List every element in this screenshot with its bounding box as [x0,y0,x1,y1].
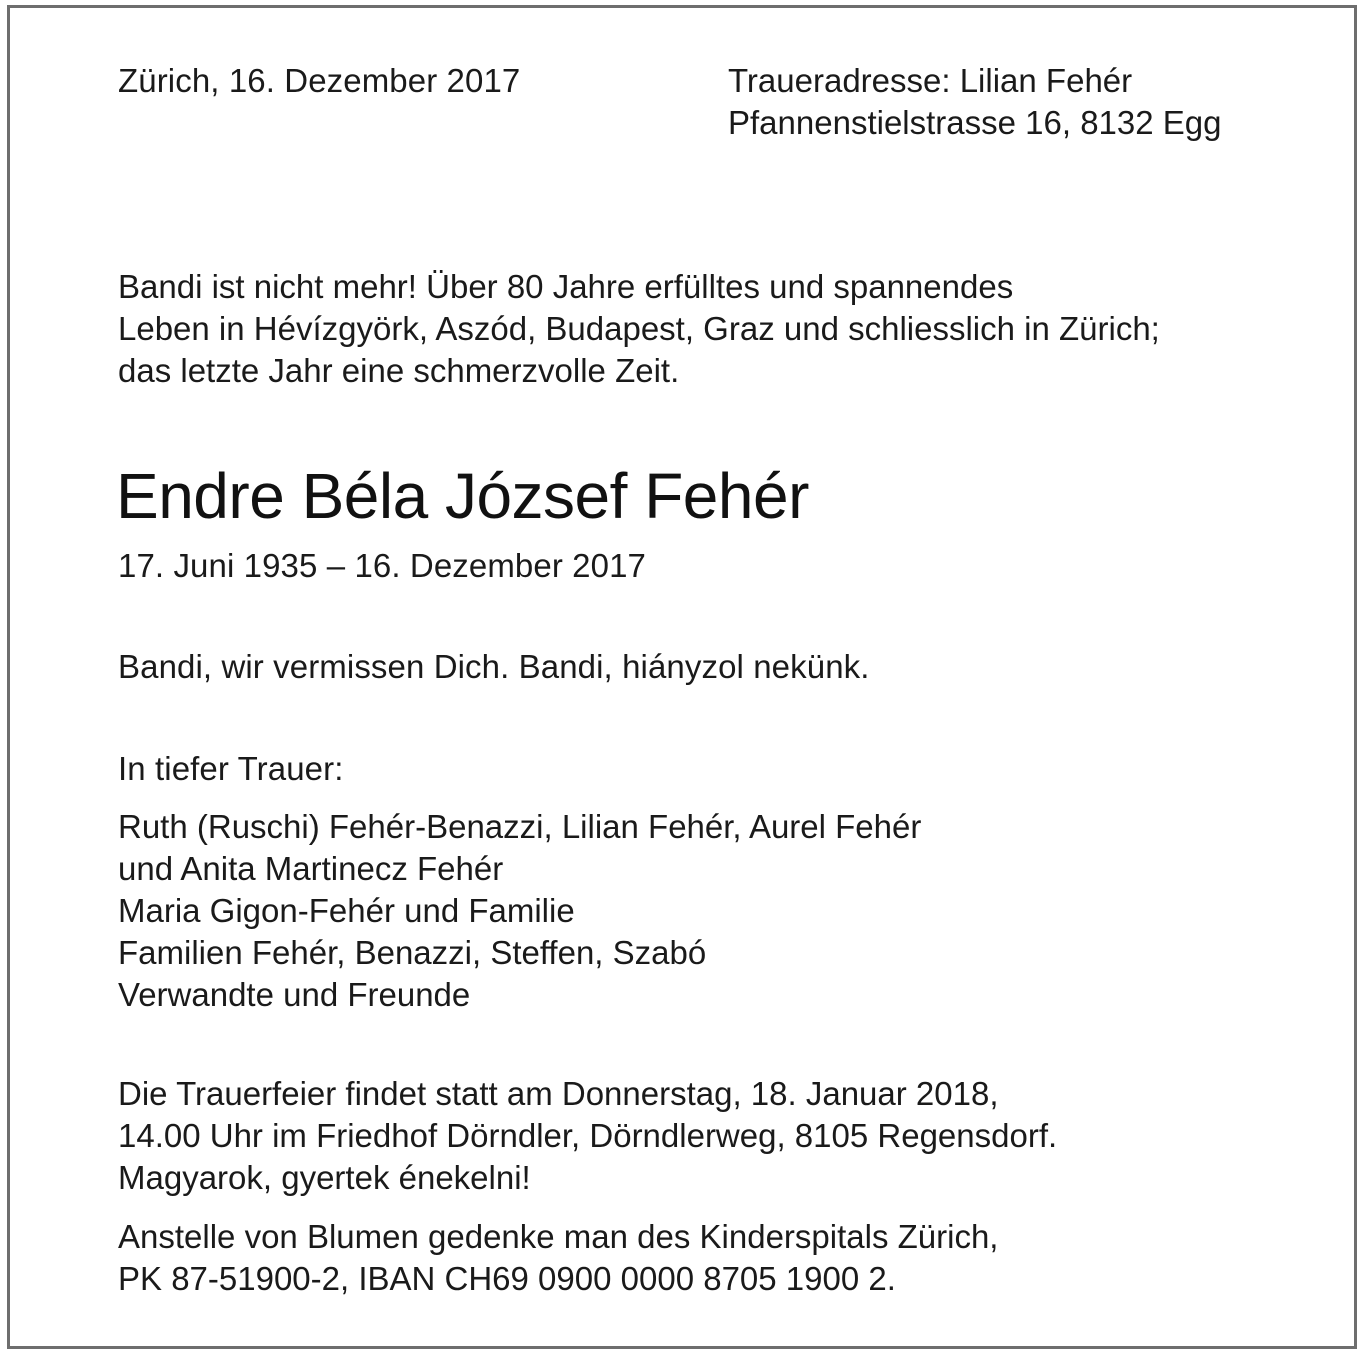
donation-info [118,1216,998,1300]
intro-line: Leben in Hévízgyörk, Aszód, Budapest, Graz und schliesslich in Zürich; [118,310,1160,347]
mourning-address [728,60,1222,144]
address-line: Pfannenstielstrasse 16, 8132 Egg [728,104,1222,141]
mourners-heading: In tiefer Trauer: [118,750,344,787]
intro-line: Bandi ist nicht mehr! Über 80 Jahre erfülltes und spannendes [118,268,1014,305]
mourner-line: und Anita Martinecz Fehér [118,850,504,887]
mourner-line: Verwandte und Freunde [118,976,471,1013]
intro-paragraph [118,266,1160,392]
ceremony-line: Die Trauerfeier findet statt am Donnerstag, 18. Januar 2018, [118,1075,999,1112]
donation-line: PK 87-51900-2, IBAN CH69 0900 0000 8705 1900 2. [118,1260,896,1297]
ceremony-info [118,1073,1057,1199]
place-date: Zürich, 16. Dezember 2017 [118,62,521,99]
life-dates: 17. Juni 1935 – 16. Dezember 2017 [118,547,646,584]
farewell-line: Bandi, wir vermissen Dich. Bandi, hiányzol nekünk. [118,648,870,685]
ceremony-line: Magyarok, gyertek énekelni! [118,1159,531,1196]
mourner-line: Ruth (Ruschi) Fehér-Benazzi, Lilian Fehér, Aurel Fehér [118,808,922,845]
ceremony-line: 14.00 Uhr im Friedhof Dörndler, Dörndlerweg, 8105 Regensdorf. [118,1117,1058,1154]
mourner-line: Maria Gigon-Fehér und Familie [118,892,575,929]
address-line: Traueradresse: Lilian Fehér [728,62,1133,99]
donation-line: Anstelle von Blumen gedenke man des Kinderspitals Zürich, [118,1218,999,1255]
deceased-name: Endre Béla József Fehér [116,460,809,532]
mourner-line: Familien Fehér, Benazzi, Steffen, Szabó [118,934,707,971]
mourners-list [118,806,921,1016]
intro-line: das letzte Jahr eine schmerzvolle Zeit. [118,352,680,389]
